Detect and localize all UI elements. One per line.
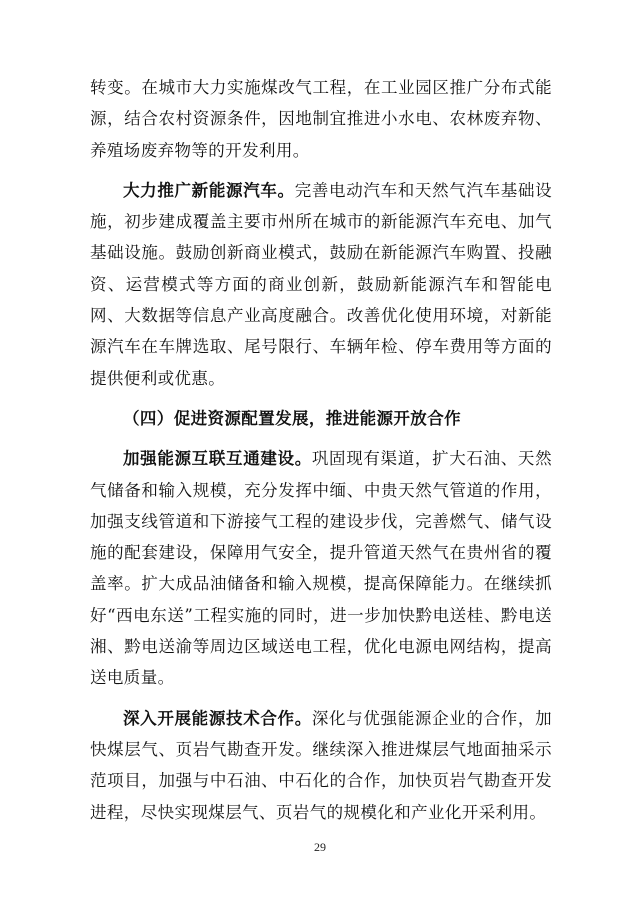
paragraph-continuation	[90, 72, 552, 166]
paragraph-text: 完善电动汽车和天然气汽车基础设施，初步建成覆盖主要市州所在城市的新能源汽车充电、加气基础设施。鼓励创新商业模式，鼓励在新能源汽车购置、投融资、运营模式等方面的商业创新，鼓励新能源汽车和智能电网、大数据等信息产业高度融合。改善优化使用环境，对新能源汽车在车牌选取、尾号限行、车辆年检、停车费用等方面的提供便利或优惠。	[90, 180, 553, 388]
paragraph-lead: 大力推广新能源汽车。	[123, 180, 295, 200]
paragraph-new-energy-vehicles	[90, 175, 552, 394]
paragraph-interconnection	[90, 443, 552, 693]
paragraph-text: 转变。在城市大力实施煤改气工程，在工业园区推广分布式能源，结合农村资源条件，因地制宜推进小水电、农林废弃物、养殖场废弃物等的开发利用。	[90, 78, 552, 160]
paragraph-text: 深化与优强能源企业的合作，加快煤层气、页岩气勘查开发。继续深入推进煤层气地面抽采示范项目，加强与中石油、中石化的合作，加快页岩气勘查开发进程，尽快实现煤层气、页岩气的规模化和产业化开采利用。	[90, 708, 552, 822]
document-body	[90, 72, 552, 837]
section-heading: （四）促进资源配置发展，推进能源开放合作	[123, 408, 461, 428]
paragraph-text: 巩固现有渠道，扩大石油、天然气储备和输入规模，充分发挥中缅、中贵天然气管道的作用，加强支线管道和下游接气工程的建设步伐，完善燃气、储气设施的配套建设，保障用气安全，提升管道天然气在贵州省的覆盖率。扩大成品油储备和输入规模，提高保障能力。在继续抓好“西电东送”工程实施的同时，进一步加快黔电送桂、黔电送湘、黔电送渝等周边区域送电工程，优化电源电网结构，提高送电质量。	[90, 449, 552, 688]
paragraph-lead: 加强能源互联互通建设。	[123, 449, 312, 469]
page-number: 29	[314, 840, 326, 854]
paragraph-lead: 深入开展能源技术合作。	[123, 708, 312, 728]
paragraph-tech-cooperation	[90, 703, 552, 828]
